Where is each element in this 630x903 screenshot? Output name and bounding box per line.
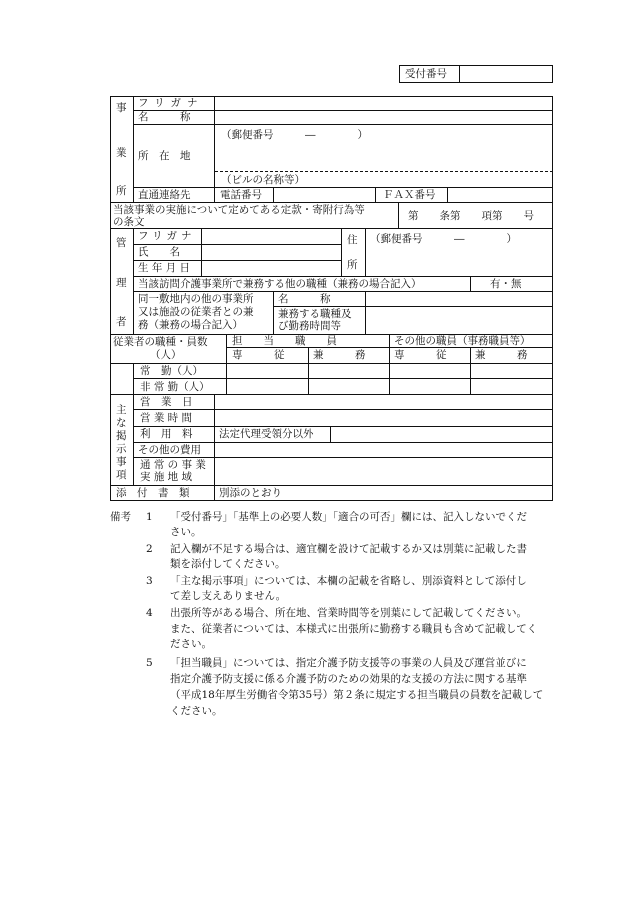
notices-business-days: 営 業 日 [140, 396, 193, 408]
staff-sub-full-2: 専 従 [394, 349, 447, 361]
notices-other-costs: その他の費用 [138, 444, 201, 456]
office-section-char-1: 事 [116, 102, 127, 114]
remark-2-line-2: 類を添付してください。 [170, 558, 286, 570]
remark-4-line-1: 出張所等がある場合、所在地、営業時間等を別葉にして記載してください。 [170, 607, 527, 619]
remarks-title: 備考 [110, 511, 131, 523]
staff-group1: 担 当 職 員 [232, 335, 337, 347]
manager-postal-label[interactable]: （郵便番号 ― ） [370, 233, 517, 245]
articles-value[interactable]: 第 条第 項第 号 [408, 210, 534, 222]
manager-site-name-label: 名 称 [278, 293, 331, 305]
remark-1-line-2: さい。 [170, 526, 202, 538]
attachment-value: 別添のとおり [219, 487, 282, 499]
manager-birth-label: 生 年 月 日 [138, 262, 191, 274]
receipt-divider [459, 65, 460, 83]
staff-group2: その他の職員（事務職員等） [394, 335, 531, 347]
office-fax-label: ＦＡＸ番号 [383, 189, 436, 201]
notices-char-4: 示 [116, 443, 127, 455]
manager-section-char-1: 管 [116, 237, 127, 249]
remark-3-num: 3 [146, 575, 153, 587]
manager-same-site-3: 務（兼務の場合記入） [138, 319, 243, 331]
notices-char-2: な [116, 417, 127, 429]
receipt-label: 受付番号 [405, 68, 447, 80]
staff-row-fulltime: 常 勤（人） [140, 365, 203, 377]
office-contact-label: 直通連絡先 [138, 189, 191, 201]
remark-3-line-1: 「主な掲示事項」については、本欄の記載を省略し、別添資料として添付し [170, 575, 527, 587]
notices-char-6: 項 [116, 469, 127, 481]
articles-label-1: 当該事業の実施について定めてある定款・寄附行為等 [113, 204, 365, 216]
office-furigana-label: フリガナ [138, 97, 204, 109]
notices-fee-label: 利 用 料 [140, 428, 193, 440]
office-building-label[interactable]: （ビルの名称等） [221, 174, 305, 186]
attachment-label: 添 付 書 類 [116, 487, 190, 499]
manager-section-char-3: 者 [116, 316, 127, 328]
office-section-char-2: 業 [116, 147, 127, 159]
staff-header-2: （人） [150, 349, 182, 361]
office-section-char-3: 所 [116, 185, 127, 197]
manager-address-char-1: 住 [347, 234, 358, 246]
notices-area-2: 実 施 地 域 [140, 471, 193, 483]
manager-same-site-2: 又は施設の従業者との兼 [138, 306, 254, 318]
remark-5-line-3: （平成18年厚生労働省令第35号）第２条に規定する担当職員の員数を記載して [170, 689, 544, 701]
manager-same-site-1: 同一敷地内の他の事業所 [138, 293, 254, 305]
office-name-label: 名 称 [138, 111, 191, 123]
manager-furigana-label: フリガナ [138, 230, 196, 242]
notices-area-1: 通 常 の 事 業 [140, 459, 206, 471]
notices-char-1: 主 [116, 404, 127, 416]
remark-1-num: 1 [146, 511, 153, 523]
manager-name-label: 氏 名 [138, 246, 180, 258]
remark-2-line-1: 記入欄が不足する場合は、適宜欄を設けて記載するか又は別葉に記載した書 [170, 543, 527, 555]
notices-char-3: 掲 [116, 430, 127, 442]
remark-4-num: 4 [146, 607, 153, 619]
notices-fee-value: 法定代理受領分以外 [219, 428, 314, 440]
manager-concurrent-2: び勤務時間等 [278, 320, 341, 332]
remark-4-line-3: ださい。 [170, 638, 212, 650]
manager-concurrent-1: 兼務する職種及 [278, 308, 352, 320]
staff-sub-concurrent-1: 兼 務 [313, 349, 366, 361]
office-postal-label[interactable]: （郵便番号 ― ） [221, 129, 368, 141]
office-address-label: 所 在 地 [138, 150, 191, 162]
manager-section-char-2: 理 [116, 277, 127, 289]
remark-5-line-2: 指定介護予防支援に係る介護予防のための効果的な支援の方法に関する基準 [170, 673, 527, 685]
staff-header-1: 従業者の職種・員数 [113, 336, 208, 348]
manager-other-role-label: 当該訪問介護事業所で兼務する他の職種（兼務の場合記入） [138, 278, 422, 290]
notices-business-hours: 営 業 時 間 [140, 412, 193, 424]
remark-1-line-1: 「受付番号」「基準上の必要人数」「適合の可否」欄には、記入しないでくだ [170, 511, 527, 523]
manager-address-char-2: 所 [347, 259, 358, 271]
staff-sub-concurrent-2: 兼 務 [475, 349, 528, 361]
manager-other-role-value[interactable]: 有・無 [490, 278, 522, 290]
articles-label-2: の条文 [113, 216, 145, 228]
remark-3-line-2: て差し支えありません。 [170, 590, 287, 602]
office-phone-label: 電話番号 [220, 189, 262, 201]
remark-5-line-4: ください。 [170, 705, 223, 717]
remark-5-num: 5 [146, 657, 153, 669]
remark-4-line-2: また、従業者については、本様式に出張所に勤務する職員も含めて記載してく [170, 623, 538, 635]
staff-sub-full-1: 専 従 [232, 349, 285, 361]
remark-5-line-1: 「担当職員」については、指定介護予防支援等の事業の人員及び運営並びに [170, 657, 527, 669]
remark-2-num: 2 [146, 543, 153, 555]
notices-char-5: 事 [116, 456, 127, 468]
staff-row-parttime: 非 常 勤（人） [140, 381, 210, 393]
